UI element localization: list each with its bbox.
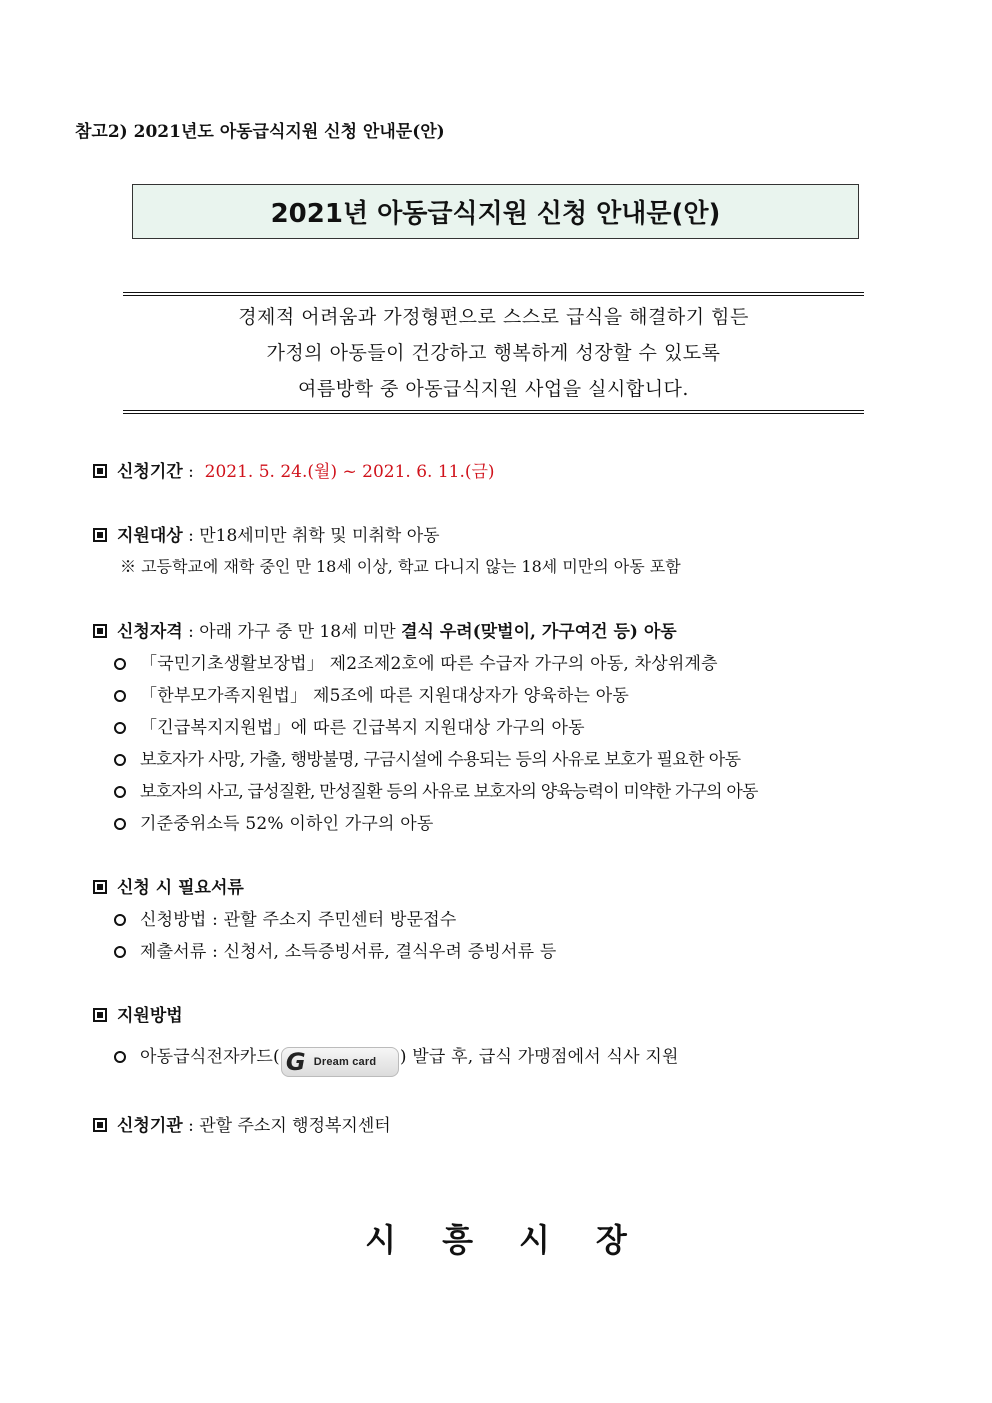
list-item-text: 제출서류 : 신청서, 소득증빙서류, 결식우려 증빙서류 등 (140, 942, 557, 962)
list-item (114, 713, 585, 738)
list-item-text: 「국민기초생활보장법」 제2조제2호에 따른 수급자 가구의 아동, 차상위계층 (140, 654, 718, 674)
section-label: 지원대상 (117, 526, 183, 546)
section-label: 신청기간 (117, 462, 183, 482)
list-item (114, 777, 758, 802)
circle-bullet-icon (114, 914, 126, 926)
list-item (114, 649, 718, 674)
section-label: 신청 시 필요서류 (117, 878, 244, 898)
card-logo-mark: G (285, 1048, 306, 1076)
intro-line: 가정의 아동들이 건강하고 행복하게 성장할 수 있도록 (266, 342, 721, 364)
title-box (132, 184, 859, 239)
document-title: 2021년 아동급식지원 신청 안내문(안) (270, 199, 721, 229)
square-bullet-icon (93, 528, 107, 542)
target-value: 만18세미만 취학 및 미취학 아동 (199, 526, 440, 546)
method-text-after: ) 발급 후, 급식 가맹점에서 식사 지원 (399, 1047, 679, 1067)
agency-section (93, 1111, 391, 1136)
card-logo-text: Dream card (313, 1056, 377, 1068)
separator: : (182, 1116, 200, 1136)
method-section (93, 1001, 183, 1026)
list-item (114, 905, 457, 930)
square-bullet-icon (93, 880, 107, 894)
qualification-emphasis: 결식 우려(맞벌이, 가구여건 등) 아동 (401, 622, 677, 642)
dream-card-logo (281, 1047, 399, 1077)
intro-line: 여름방학 중 아동급식지원 사업을 실시합니다. (298, 378, 689, 400)
list-item-text: 「한부모가족지원법」 제5조에 따른 지원대상자가 양육하는 아동 (140, 686, 629, 706)
issuer-signature: 시흥시장 (365, 1221, 673, 1259)
square-bullet-icon (93, 624, 107, 638)
section-label: 신청자격 (117, 622, 183, 642)
list-item (114, 937, 556, 962)
list-item (114, 745, 740, 770)
list-item-text: 신청방법 : 관할 주소지 주민센터 방문접수 (140, 910, 457, 930)
target-section (93, 521, 440, 546)
list-item (114, 681, 629, 706)
qualification-section (93, 617, 677, 642)
list-item (114, 809, 434, 834)
circle-bullet-icon (114, 658, 126, 670)
period-section (93, 457, 495, 482)
qualification-value: 아래 가구 중 만 18세 미만 (199, 622, 402, 642)
period-value: 2021. 5. 24.(월) ~ 2021. 6. 11.(금) (204, 462, 495, 482)
square-bullet-icon (93, 464, 107, 478)
separator: : (182, 526, 200, 546)
square-bullet-icon (93, 1118, 107, 1132)
circle-bullet-icon (114, 1051, 126, 1063)
list-item-text: 보호자가 사망, 가출, 행방불명, 구금시설에 수용되는 등의 사유로 보호가 필요한 아동 (140, 750, 741, 770)
circle-bullet-icon (114, 690, 126, 702)
circle-bullet-icon (114, 754, 126, 766)
circle-bullet-icon (114, 818, 126, 830)
method-text-before: 아동급식전자카드( (140, 1047, 280, 1067)
circle-bullet-icon (114, 786, 126, 798)
section-label: 신청기관 (117, 1116, 183, 1136)
separator: : (182, 462, 200, 482)
list-item-text: 보호자의 사고, 급성질환, 만성질환 등의 사유로 보호자의 양육능력이 미약한 가구의 아동 (140, 782, 758, 802)
intro-line: 경제적 어려움과 가정형편으로 스스로 급식을 해결하기 힘든 (238, 306, 749, 328)
reference-label: 참고2) 2021년도 아동급식지원 신청 안내문(안) (75, 122, 445, 142)
intro-box (123, 292, 864, 414)
list-item (114, 1042, 679, 1077)
agency-value: 관할 주소지 행정복지센터 (199, 1116, 391, 1136)
list-item-text: 「긴급복지지원법」에 따른 긴급복지 지원대상 가구의 아동 (140, 718, 585, 738)
separator: : (182, 622, 200, 642)
target-note: ※ 고등학교에 재학 중인 만 18세 이상, 학교 다니지 않는 18세 미만의 아동 포함 (120, 557, 681, 576)
circle-bullet-icon (114, 722, 126, 734)
list-item-text: 기준중위소득 52% 이하인 가구의 아동 (140, 814, 434, 834)
square-bullet-icon (93, 1008, 107, 1022)
documents-section (93, 873, 244, 898)
circle-bullet-icon (114, 946, 126, 958)
section-label: 지원방법 (117, 1006, 183, 1026)
